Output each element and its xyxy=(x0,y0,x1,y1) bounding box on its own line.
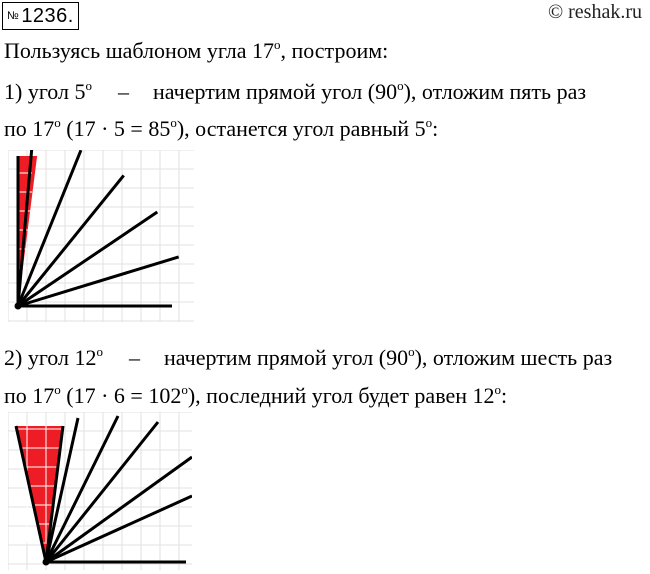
degree-mark: o xyxy=(85,78,92,93)
ray-51 xyxy=(18,175,124,306)
dash: – xyxy=(118,79,129,104)
text-span: ), последний угол будет равен 12 xyxy=(187,383,495,408)
degree-mark: o xyxy=(494,382,501,397)
part2-text-end: ), отложим шесть раз xyxy=(414,345,613,370)
dash: – xyxy=(129,345,140,370)
text-span: по 17 xyxy=(4,383,55,408)
number-prefix: № xyxy=(7,10,20,22)
figure-angle-5 xyxy=(8,150,194,322)
text-span: ), останется угол равный 5 xyxy=(176,116,426,141)
figure-angle-12 xyxy=(8,412,192,570)
degree-mark: o xyxy=(170,115,177,130)
watermark: © reshak.ru xyxy=(547,1,642,23)
text-span: по 17 xyxy=(4,116,55,141)
part2-text: начертим прямой угол (90 xyxy=(164,345,409,370)
degree-mark: o xyxy=(54,382,61,397)
degree-mark: o xyxy=(54,115,61,130)
part1-text: начертим прямой угол (90 xyxy=(153,79,398,104)
degree-mark: o xyxy=(181,382,188,397)
text-span: (17 · 6 = 102 xyxy=(60,383,182,408)
part2-line1 xyxy=(4,345,612,371)
text-span: : xyxy=(501,383,508,408)
intro-text: Пользуясь шаблоном угла 17 xyxy=(4,38,274,63)
text-span: : xyxy=(432,116,439,141)
part1-line2 xyxy=(4,116,438,142)
part2-line2 xyxy=(4,383,507,409)
text-span: (17 · 5 = 85 xyxy=(60,116,171,141)
number-value: 1236. xyxy=(21,5,74,27)
degree-mark: o xyxy=(273,37,281,52)
degree-mark: o xyxy=(96,344,103,359)
vertex-dot xyxy=(15,303,22,310)
exercise-number xyxy=(2,2,79,30)
degree-mark: o xyxy=(397,78,404,93)
ray-17 xyxy=(46,496,192,562)
intro-text-end: , построим: xyxy=(280,38,389,63)
degree-mark: o xyxy=(408,344,415,359)
part2-label: 2) угол 12 xyxy=(4,345,97,370)
degree-mark: o xyxy=(425,115,433,130)
vertex-dot xyxy=(43,559,50,566)
part1-line1 xyxy=(4,79,586,105)
intro-line xyxy=(4,38,388,64)
part1-text-end: ), отложим пять раз xyxy=(403,79,587,104)
part1-label: 1) угол 5 xyxy=(4,79,86,104)
